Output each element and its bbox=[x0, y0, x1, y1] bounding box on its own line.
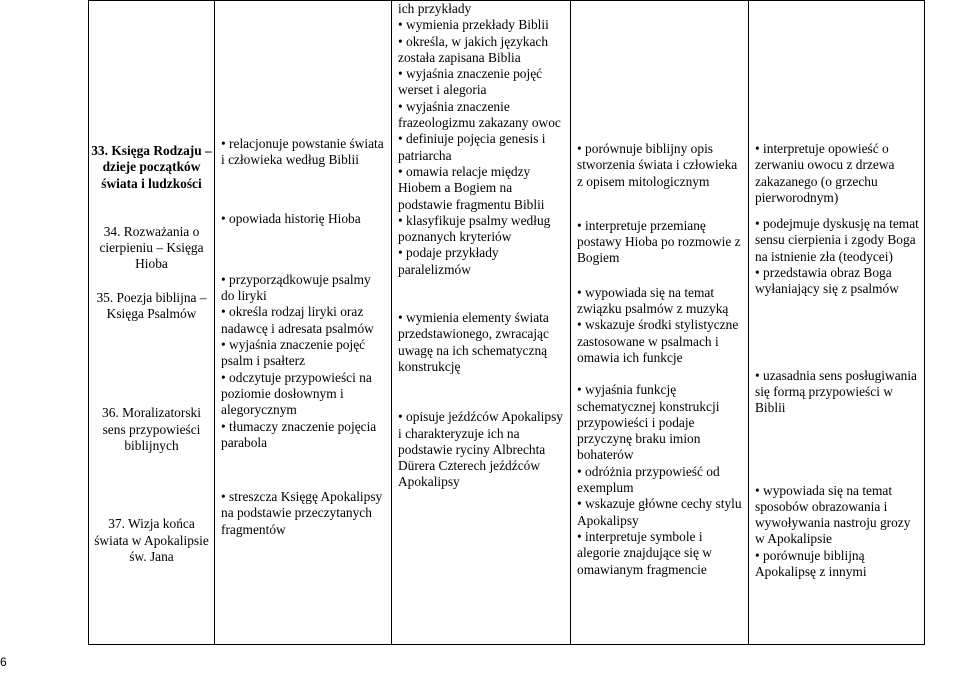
list-item: • interpretuje opowieść o zerwaniu owocu z drzewa zakazanego (o grzechu pierworodnym) bbox=[755, 141, 920, 206]
list-item: • odczytuje przypowieści na poziomie dosłownym i alegorycznym bbox=[221, 370, 387, 419]
list-item: • interpretuje symbole i alegorie znajdujące się w omawianym fragmencie bbox=[577, 529, 744, 578]
list-item: • wypowiada się na temat związku psalmów z muzyką bbox=[577, 285, 744, 318]
topics-cell bbox=[89, 1, 215, 645]
list-item: • tłumaczy znaczenie pojęcia parabola bbox=[221, 419, 387, 452]
list-item: • określa, w jakich językach została zapisana Biblia bbox=[398, 34, 566, 67]
list-item: • wskazuje główne cechy stylu Apokalipsy bbox=[577, 496, 744, 529]
list-item: • porównuje biblijną Apokalipsę z innymi bbox=[755, 548, 920, 581]
basic-requirements-cell bbox=[215, 1, 392, 645]
list-item: • porównuje biblijny opis stworzenia świata i człowieka z opisem mitologicznym bbox=[577, 141, 744, 190]
list-item: • przedstawia obraz Boga wyłaniający się z psalmów bbox=[755, 265, 920, 298]
list-item: • uzasadnia sens posługiwania się formą przypowieści w Biblii bbox=[755, 368, 920, 417]
list-item: • wyjaśnia znaczenie pojęć werset i alegoria bbox=[398, 66, 566, 99]
list-item: • przyporządkowuje psalmy do liryki bbox=[221, 272, 387, 305]
list-item: • wyjaśnia znaczenie frazeologizmu zakazany owoc bbox=[398, 99, 566, 132]
topic-33: 33. Księga Rodzaju – dzieje początków świata i ludzkości bbox=[91, 143, 212, 191]
list-item: • opowiada historię Hioba bbox=[221, 211, 387, 227]
list-item: • wymienia przekłady Biblii bbox=[398, 17, 566, 33]
list-item: • wymienia elementy świata przedstawionego, zwracając uwagę na ich schematyczną konstrukcję bbox=[398, 310, 566, 375]
list-item: • relacjonuje powstanie świata i człowieka według Biblii bbox=[221, 136, 387, 169]
list-item: • podejmuje dyskusję na temat sensu cierpienia i zgody Boga na istnienie zła (teodycei) bbox=[755, 216, 920, 265]
list-item: • definiuje pojęcia genesis i patriarcha bbox=[398, 131, 566, 164]
list-item: • odróżnia przypowieść od exemplum bbox=[577, 464, 744, 497]
list-item: • wyjaśnia funkcję schematycznej konstrukcji przypowieści i podaje przyczynę braku imion bohaterów bbox=[577, 382, 744, 463]
list-item: • wypowiada się na temat sposobów obrazowania i wywoływania nastroju grozy w Apokalipsie bbox=[755, 483, 920, 548]
extended-requirements-cell bbox=[392, 1, 571, 645]
topic-37: 37. Wizja końca świata w Apokalipsie św. Jana bbox=[94, 516, 209, 564]
list-item: • określa rodzaj liryki oraz nadawcę i adresata psalmów bbox=[221, 304, 387, 337]
topic-35: 35. Poezja biblijna – Księga Psalmów bbox=[96, 289, 207, 322]
list-item: • omawia relacje między Hiobem a Bogiem na podstawie fragmentu Biblii bbox=[398, 164, 566, 213]
page-number: 6 bbox=[0, 655, 7, 669]
table-row bbox=[89, 1, 925, 645]
advanced-requirements-cell bbox=[571, 1, 749, 645]
list-item: • podaje przykłady paralelizmów bbox=[398, 245, 566, 278]
list-item: • opisuje jeźdźców Apokalipsy i charakteryzuje ich na podstawie ryciny Albrechta Dürera Czterech jeźdźców Apokalipsy bbox=[398, 409, 566, 490]
curriculum-table bbox=[88, 0, 925, 645]
list-item: • klasyfikuje psalmy według poznanych kryteriów bbox=[398, 213, 566, 246]
excellent-requirements-cell bbox=[749, 1, 925, 645]
list-item: • interpretuje przemianę postawy Hioba po rozmowie z Bogiem bbox=[577, 218, 744, 267]
list-item: • streszcza Księgę Apokalipsy na podstawie przeczytanych fragmentów bbox=[221, 489, 387, 538]
continued-text: ich przykłady bbox=[398, 1, 472, 16]
topic-36: 36. Moralizatorski sens przypowieści biblijnych bbox=[102, 405, 201, 453]
list-item: • wyjaśnia znaczenie pojęć psalm i psałterz bbox=[221, 337, 387, 370]
topic-34: 34. Rozważania o cierpieniu – Księga Hioba bbox=[99, 223, 204, 272]
list-item: • wskazuje środki stylistyczne zastosowane w psalmach i omawia ich funkcje bbox=[577, 317, 744, 366]
